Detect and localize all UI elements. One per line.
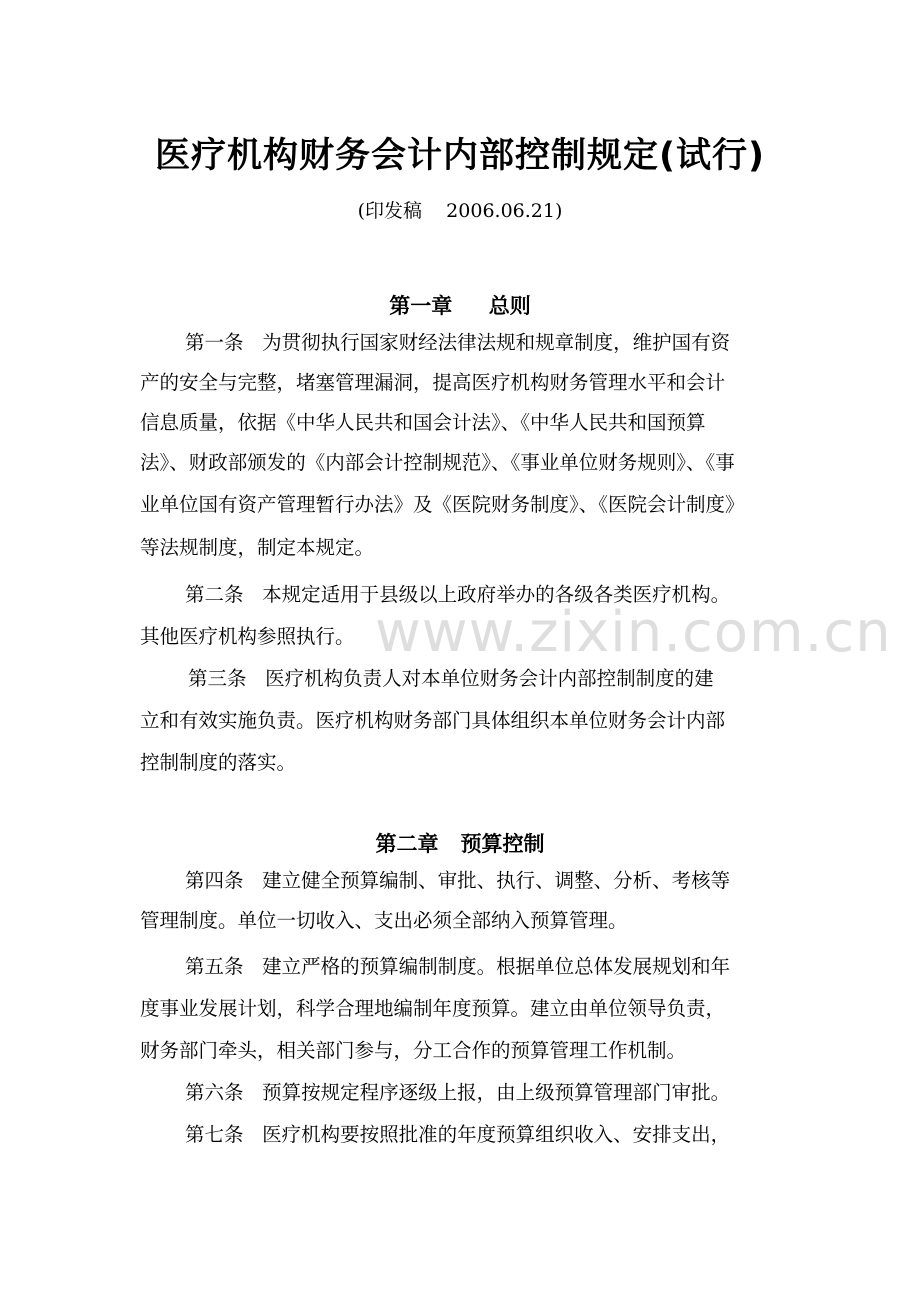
article-line: 控制制度的落实。 bbox=[140, 751, 297, 774]
document-title: 医疗机构财务会计内部控制规定(试行) bbox=[155, 136, 765, 176]
article-line: 第四条 建立健全预算编制、审批、执行、调整、分析、考核等 bbox=[185, 869, 731, 892]
article-line: 等法规制度，制定本规定。 bbox=[140, 536, 375, 559]
article-line: 信息质量，依据《中华人民共和国会计法》、《中华人民共和国预算 bbox=[140, 411, 706, 434]
article-line: 第五条 建立严格的预算编制制度。根据单位总体发展规划和年 bbox=[185, 955, 731, 978]
document-subtitle: (印发稿 2006.06.21) bbox=[357, 200, 563, 222]
article-line: 法》、财政部颁发的《内部会计控制规范》、《事业单位财务规则》、《事 bbox=[140, 451, 735, 474]
chapter-heading-1: 第一章 总则 bbox=[389, 294, 531, 318]
article-line: 第二条 本规定适用于县级以上政府举办的各级各类医疗机构。 bbox=[185, 583, 731, 606]
article-line: 其他医疗机构参照执行。 bbox=[140, 625, 355, 648]
article-line: 第一条 为贯彻执行国家财经法律法规和规章制度，维护国有资 bbox=[185, 331, 731, 354]
watermark: www.zixin.com.cn bbox=[375, 600, 892, 665]
article-line: 管理制度。单位一切收入、支出必须全部纳入预算管理。 bbox=[140, 909, 628, 932]
article-line: 第六条 预算按规定程序逐级上报，由上级预算管理部门审批。 bbox=[185, 1081, 731, 1104]
article-line: 立和有效实施负责。医疗机构财务部门具体组织本单位财务会计内部 bbox=[140, 709, 726, 732]
article-line: 第七条 医疗机构要按照批准的年度预算组织收入、安排支出， bbox=[185, 1123, 731, 1146]
article-line: 度事业发展计划，科学合理地编制年度预算。建立由单位领导负责， bbox=[140, 997, 726, 1020]
article-line: 第三条 医疗机构负责人对本单位财务会计内部控制制度的建 bbox=[188, 667, 714, 690]
chapter-heading-2: 第二章 预算控制 bbox=[375, 832, 545, 856]
article-line: 财务部门牵头，相关部门参与，分工合作的预算管理工作机制。 bbox=[140, 1039, 687, 1062]
article-line: 产的安全与完整，堵塞管理漏洞，提高医疗机构财务管理水平和会计 bbox=[140, 371, 726, 394]
article-line: 业单位国有资产管理暂行办法》及《医院财务制度》、《医院会计制度》 bbox=[140, 493, 745, 516]
